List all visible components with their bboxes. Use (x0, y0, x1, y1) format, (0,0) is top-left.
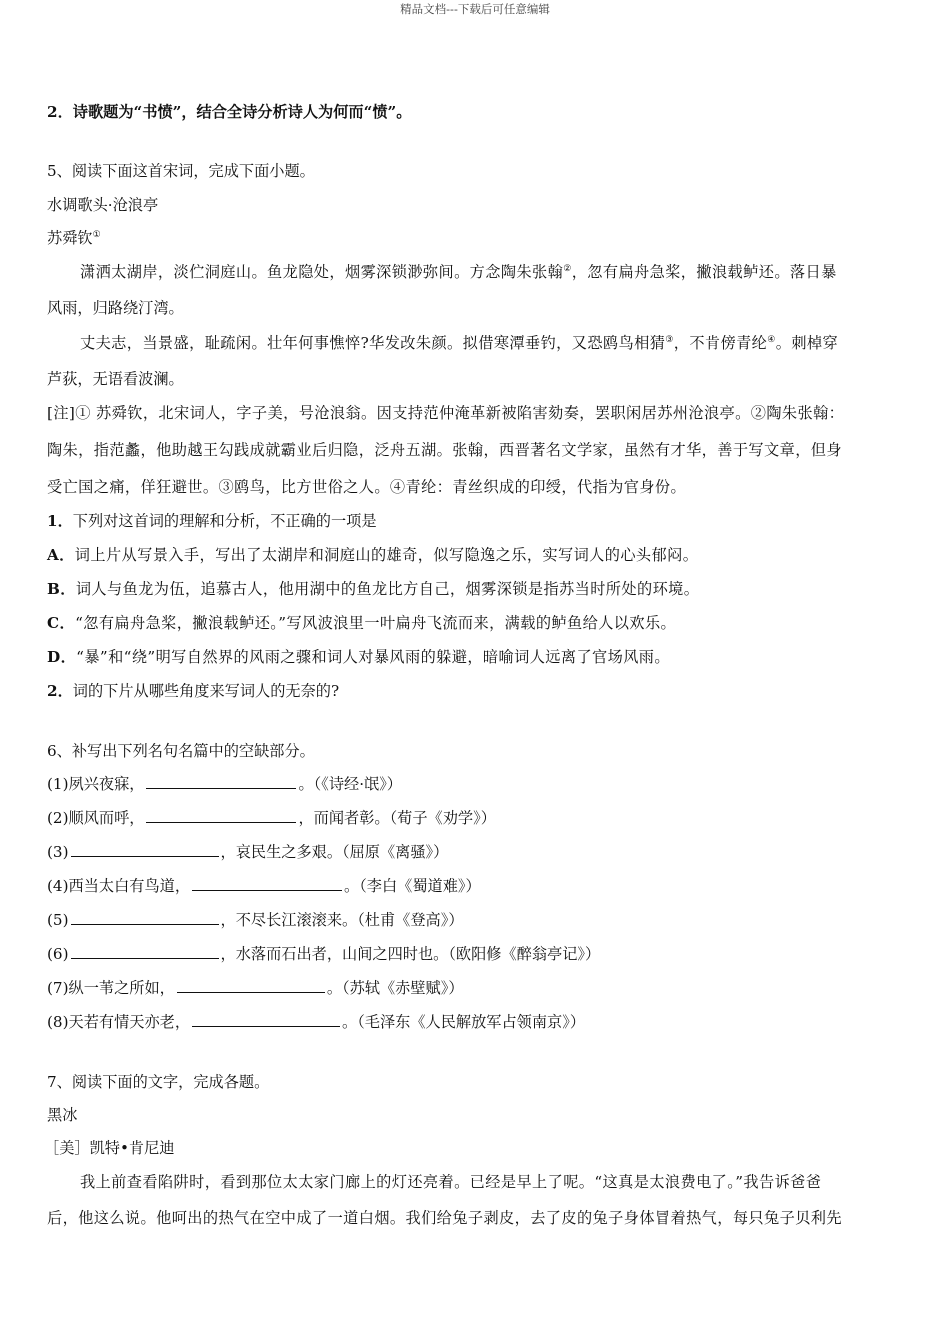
q6-item-suffix: 。（《诗经·氓》） (298, 775, 402, 793)
q4-sub2-number: 2． (47, 103, 73, 121)
q5-poem-p2-line1 (80, 333, 838, 353)
option-label: A． (47, 546, 75, 564)
q5-sub1-text: 下列对这首词的理解和分析，不正确的一项是 (72, 512, 377, 530)
q6-item (47, 876, 481, 896)
q6-title: 6、补写出下列名句名篇中的空缺部分。 (47, 742, 315, 760)
q6-item-prefix: (2)顺风而呼， (47, 809, 145, 827)
q5-sub2-text: 词的下片从哪些角度来写词人的无奈的? (72, 682, 340, 700)
q7-story-title: 黑冰 (47, 1106, 78, 1124)
q5-option-b (47, 579, 699, 599)
q5-poem-p2-text-a: 丈夫志，当景盛，耻疏闲。壮年何事憔悴?华发改朱颜。拟借寒潭垂钓，又恐鸥鸟相猜 (80, 334, 666, 352)
q5-note-line: 受亡国之痛，佯狂避世。③鸥鸟，比方世俗之人。④青纶：青丝织成的印绶，代指为官身份。 (47, 478, 687, 496)
q5-poem-title: 水调歌头·沧浪亭 (47, 196, 159, 214)
q6-item-suffix: ，哀民生之多艰。（屈原《离骚》） (220, 843, 449, 861)
page-header: 精品文档---下载后可任意编辑 (400, 2, 550, 16)
q5-poem-p2-text-b: ，不肯傍青纶 (673, 334, 768, 352)
q6-item (47, 774, 402, 794)
q5-author-name: 苏舜钦 (47, 229, 93, 247)
option-text: 词上片从写景入手，写出了太湖岸和洞庭山的雄奇，似写隐逸之乐，实写词人的心头郁闷。 (74, 546, 699, 564)
q6-item-prefix: (7)纵一苇之所如， (47, 979, 175, 997)
fill-blank[interactable] (71, 944, 219, 959)
q6-item-suffix: ，水落而石出者，山间之四时也。（欧阳修《醉翁亭记》） (220, 945, 601, 963)
q7-paragraph-line: 我上前查看陷阱时，看到那位太太家门廊上的灯还亮着。已经是早上了呢。“这真是太浪费电了。”我告诉爸爸 (80, 1173, 822, 1191)
q5-note-line: 陶朱，指范蠡，他助越王勾践成就霸业后归隐，泛舟五湖。张翰，西晋著名文学家，虽然有才华，善于写文章，但身 (47, 441, 842, 459)
fill-blank[interactable] (177, 978, 325, 993)
q6-item (47, 910, 464, 930)
q6-item-suffix: 。（李白《蜀道难》） (344, 877, 481, 895)
q5-option-a (47, 545, 698, 565)
q6-item-prefix: (5) (47, 911, 69, 929)
q6-item (47, 978, 464, 998)
q6-item (47, 1012, 585, 1032)
q5-poem-p1-text-a: 潇洒太湖岸，淡伫洞庭山。鱼龙隐处，烟雾深锁渺弥间。方念陶朱张翰 (80, 263, 564, 281)
q5-sub2-number: 2． (47, 682, 73, 700)
q4-sub2 (47, 102, 411, 122)
option-label: B． (47, 580, 76, 598)
q5-poem-p2-line2: 芦荻，无语看波澜。 (47, 370, 184, 388)
q5-author (47, 228, 101, 248)
q5-poem-p2-text-c: 。刺棹穿 (775, 334, 839, 352)
q6-item-suffix: 。（毛泽东《人民解放军占领南京》） (342, 1013, 586, 1031)
q6-item (47, 808, 496, 828)
q5-poem-p1-line1 (80, 262, 837, 282)
q5-poem-note-3: ③ (665, 334, 674, 345)
q6-item-prefix: (1)夙兴夜寐， (47, 775, 145, 793)
q5-option-c (47, 613, 676, 633)
q6-item-suffix: ，而闻者彰。（荀子《劝学》） (298, 809, 496, 827)
option-text: “暴”和“绕”明写自然界的风雨之骤和词人对暴风雨的躲避，暗喻词人远离了官场风雨。 (76, 648, 670, 666)
q5-option-d (47, 647, 670, 667)
q5-author-note: ① (92, 229, 101, 240)
q5-poem-p1-text-b: ，忽有扁舟急桨，撇浪载鲈还。落日暴 (571, 263, 837, 281)
q6-item (47, 944, 600, 964)
q6-item-prefix: (8)天若有情天亦老， (47, 1013, 191, 1031)
q7-author: ［美］凯特•肯尼迪 (44, 1139, 175, 1157)
q5-sub1 (47, 511, 377, 531)
q5-poem-note-2: ② (563, 263, 572, 274)
fill-blank[interactable] (192, 876, 342, 891)
fill-blank[interactable] (71, 842, 219, 857)
fill-blank[interactable] (146, 774, 296, 789)
q5-sub1-number: 1． (47, 512, 73, 530)
q5-title: 5、阅读下面这首宋词，完成下面小题。 (47, 162, 315, 180)
fill-blank[interactable] (146, 808, 296, 823)
option-text: 词人与鱼龙为伍，追慕古人，他用湖中的鱼龙比方自己，烟雾深锁是指苏当时所处的环境。 (75, 580, 700, 598)
fill-blank[interactable] (192, 1012, 340, 1027)
q6-item (47, 842, 448, 862)
q6-item-suffix: 。（苏轼《赤壁赋》） (326, 979, 464, 997)
q6-item-prefix: (3) (47, 843, 69, 861)
q5-poem-note-4: ④ (767, 334, 776, 345)
q5-poem-p1-line2: 风雨，归路绕汀湾。 (47, 299, 184, 317)
q7-title: 7、阅读下面的文字，完成各题。 (47, 1073, 270, 1091)
q6-item-prefix: (6) (47, 945, 69, 963)
fill-blank[interactable] (71, 910, 219, 925)
q7-paragraph-line: 后，他这么说。他呵出的热气在空中成了一道白烟。我们给兔子剥皮，去了皮的兔子身体冒着热气，每只兔子贝利先 (47, 1209, 842, 1227)
q5-note-line: [注]① 苏舜钦，北宋词人，字子美，号沧浪翁。因支持范仲淹革新被陷害劾奏，罢职闲居苏州沧浪亭。②陶朱张翰： (47, 404, 845, 422)
option-text: “忽有扁舟急桨，撇浪载鲈还。”写风波浪里一叶扁舟飞流而来，满载的鲈鱼给人以欢乐。 (75, 614, 677, 632)
q4-sub2-text: 诗歌题为“书愤”，结合全诗分析诗人为何而“愤”。 (72, 103, 412, 121)
option-label: D． (47, 648, 77, 666)
q5-sub2 (47, 681, 339, 701)
option-label: C． (47, 614, 76, 632)
q6-item-prefix: (4)西当太白有鸟道， (47, 877, 191, 895)
q6-item-suffix: ，不尽长江滚滚来。（杜甫《登高》） (220, 911, 464, 929)
